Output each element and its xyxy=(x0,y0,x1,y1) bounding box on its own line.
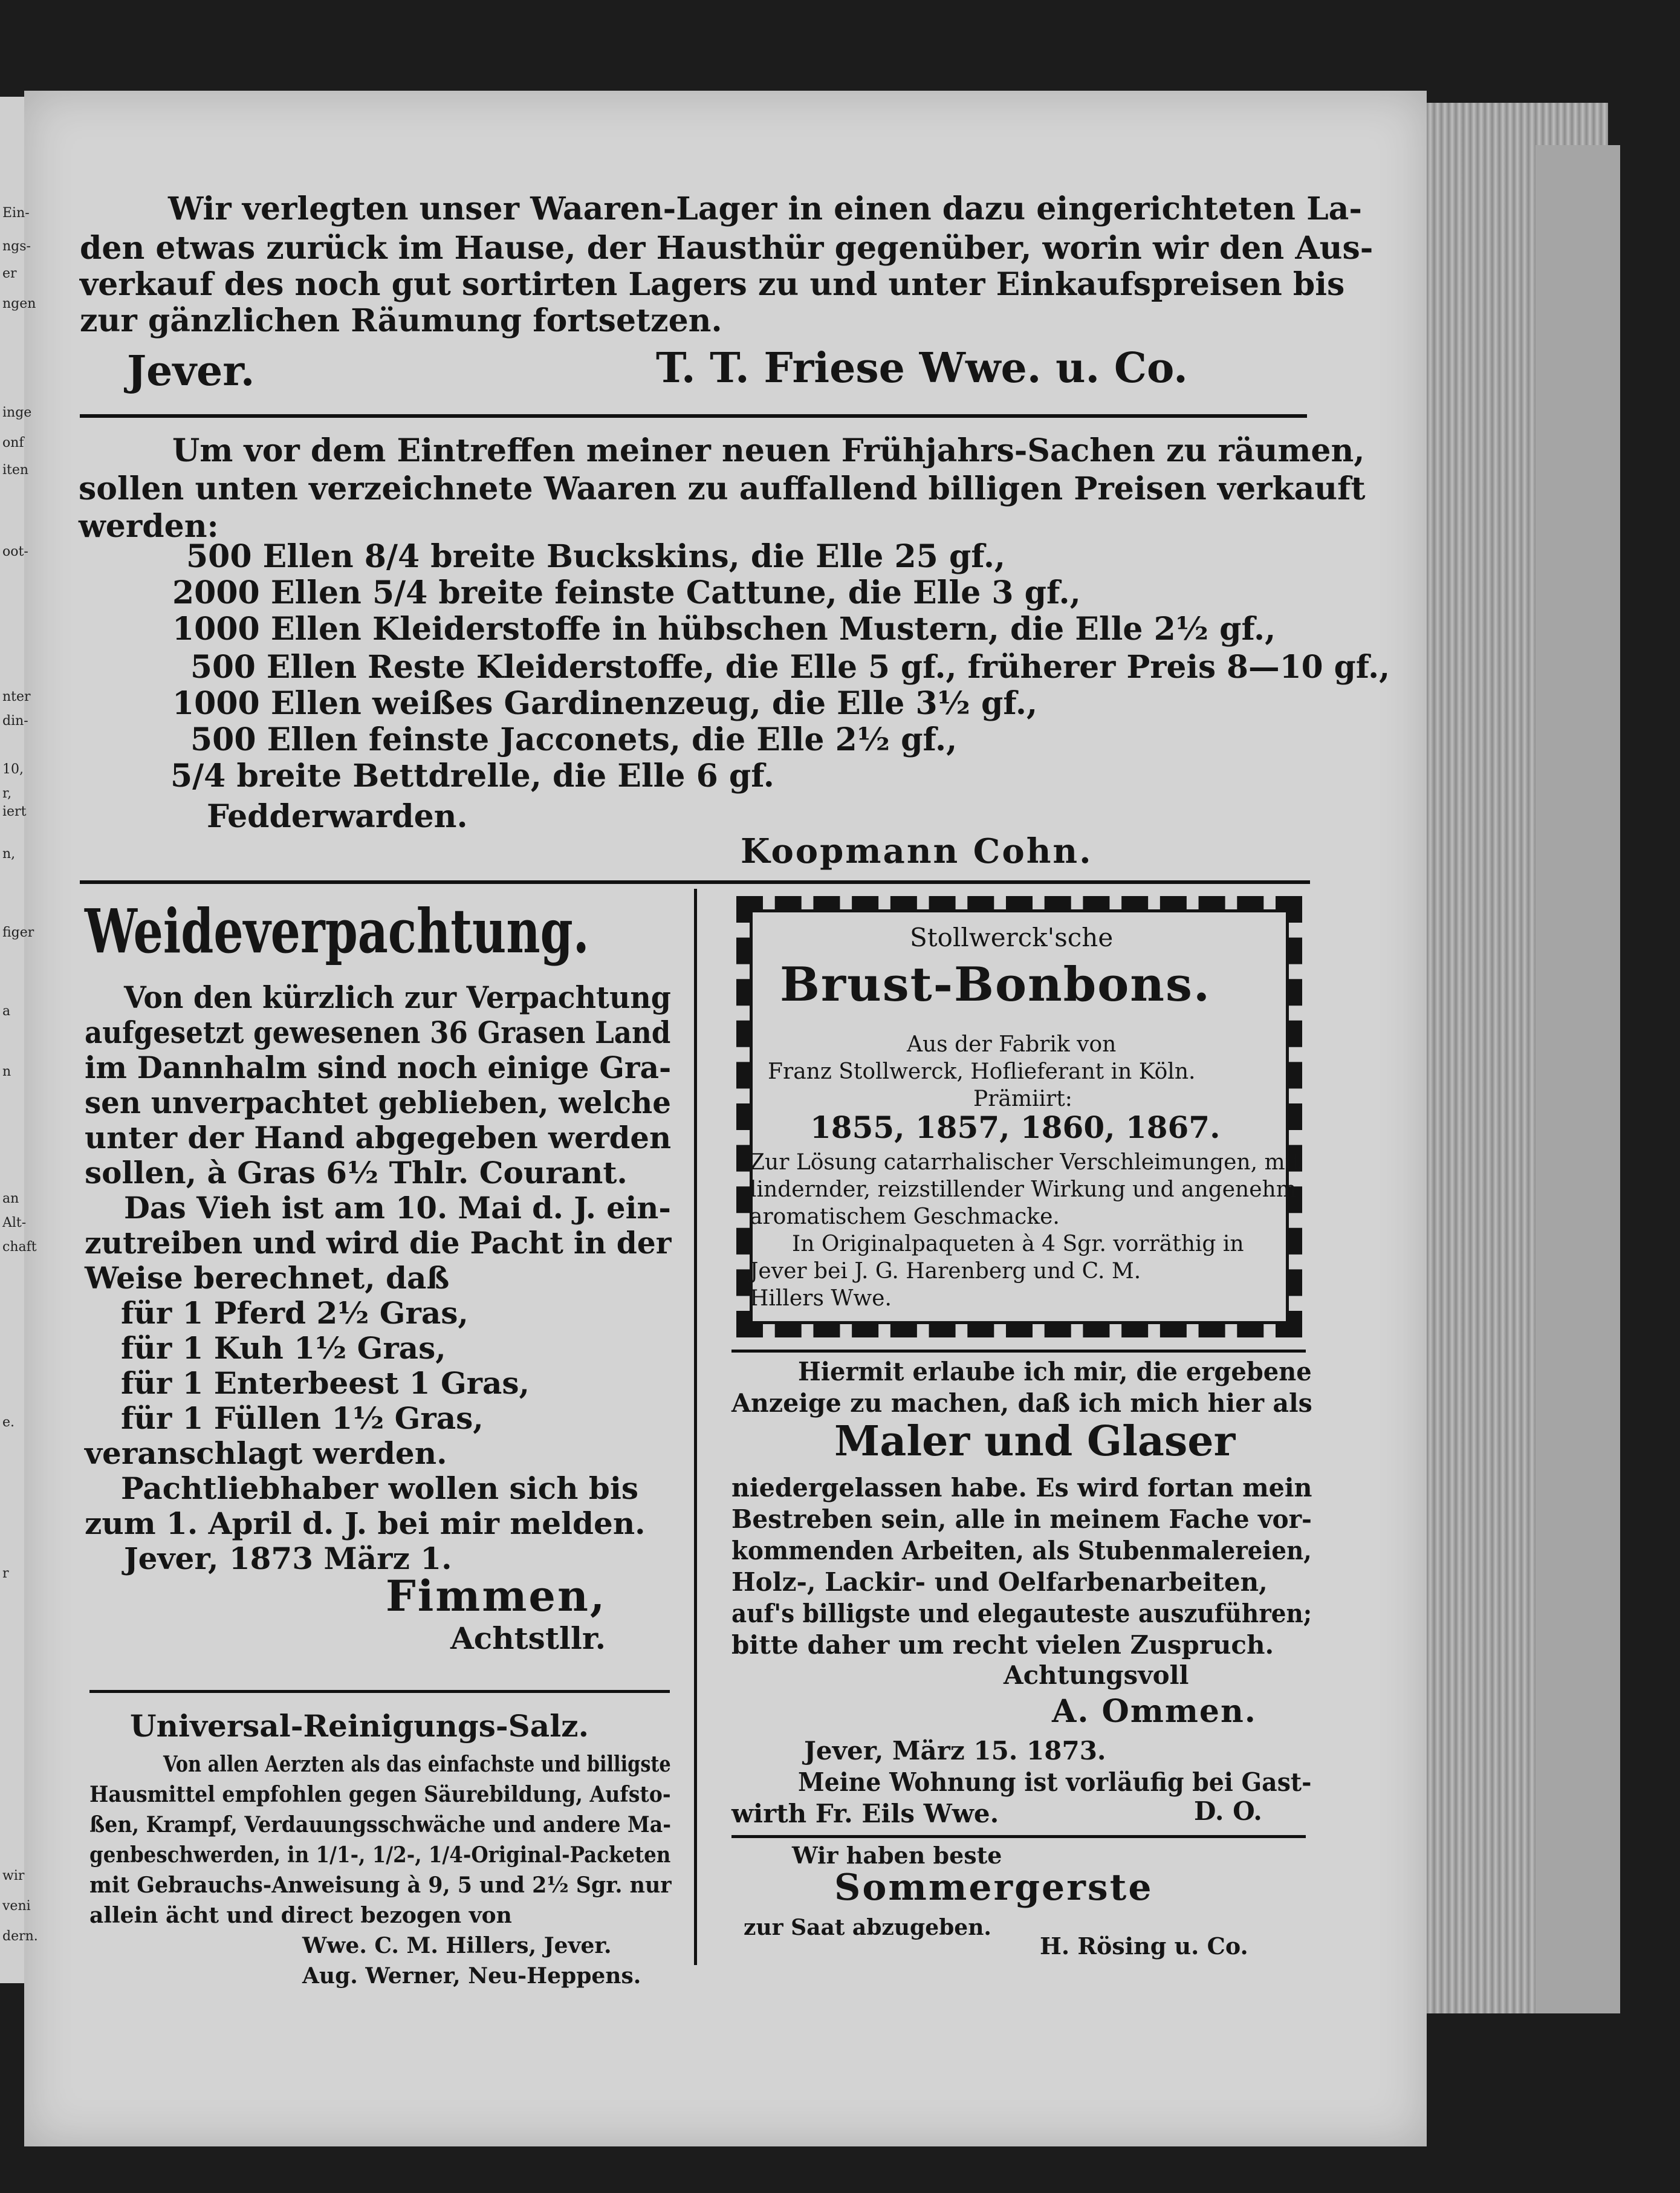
margin-text: veni xyxy=(2,1899,31,1914)
ad-text-line: kommenden Arbeiten, als Stubenmalereien, xyxy=(731,1536,1312,1565)
price-item: 2000 Ellen 5/4 breite feinste Cattune, die Elle 3 gf., xyxy=(172,574,1081,611)
ad-text-line: aufgesetzt gewesenen 36 Grasen Land xyxy=(85,1015,671,1050)
ad-text-line: Anzeige zu machen, daß ich mich hier als xyxy=(731,1388,1312,1418)
ad-signature: H. Rösing u. Co. xyxy=(1040,1932,1248,1960)
ad-text-line: zur gänzlichen Räumung fortsetzen. xyxy=(80,302,722,339)
ad-text-line: sollen, à Gras 6½ Thlr. Courant. xyxy=(85,1155,628,1191)
ad-text-line: den etwas zurück im Hause, der Hausthür gegenüber, worin wir den Aus- xyxy=(80,230,1374,267)
margin-text: iert xyxy=(2,804,27,819)
margin-text: an xyxy=(2,1191,19,1206)
ad-text-line: lindernder, reizstillender Wirkung und angenehm xyxy=(750,1177,1297,1202)
ad-text-line: für 1 Pferd 2½ Gras, xyxy=(121,1295,469,1331)
margin-text: n, xyxy=(2,846,16,862)
ad-text-line: sollen unten verzeichnete Waaren zu auffallend billigen Preisen verkauft xyxy=(79,470,1366,507)
margin-text: nter xyxy=(2,689,31,704)
ad-title: Universal-Reinigungs-Salz. xyxy=(130,1708,589,1744)
ad-text-line: wirth Fr. Eils Wwe. xyxy=(731,1799,999,1828)
ad-signature: Koopmann Cohn. xyxy=(741,831,1093,871)
ad-text-line: allein ächt und direct bezogen von xyxy=(89,1903,512,1928)
ad-text-line: Hillers Wwe. xyxy=(750,1286,892,1311)
margin-text: figer xyxy=(2,925,34,940)
ad-text-line: Von den kürzlich zur Verpachtung xyxy=(124,980,671,1015)
ad-heading: Maler und Glaser xyxy=(834,1417,1236,1466)
ad-text-line: werden: xyxy=(79,508,219,545)
ad-text-line: im Dannhalm sind noch einige Gra- xyxy=(85,1050,672,1085)
margin-text: chaft xyxy=(2,1239,37,1255)
margin-text: r, xyxy=(2,786,12,801)
ad-text-line: verkauf des noch gut sortirten Lagers zu und unter Einkaufspreisen bis xyxy=(80,266,1345,303)
margin-text: e. xyxy=(2,1415,15,1430)
price-item: 500 Ellen 8/4 breite Buckskins, die Elle 25 gf., xyxy=(186,538,1006,575)
ad-text-line: auf's billigste und elegauteste auszuführen; xyxy=(731,1599,1312,1628)
ad-text-line: Zur Lösung catarrhalischer Verschleimungen, mit xyxy=(750,1150,1301,1175)
ad-text-line: Holz-, Lackir- und Oelfarbenarbeiten, xyxy=(731,1567,1268,1597)
ad-text-line: für 1 Enterbeest 1 Gras, xyxy=(121,1365,530,1401)
price-item: 1000 Ellen Kleiderstoffe in hübschen Mustern, die Elle 2½ gf., xyxy=(172,611,1276,648)
divider xyxy=(731,1835,1306,1838)
ad-signature: T. T. Friese Wwe. u. Co. xyxy=(656,344,1188,392)
ad-text-line: bitte daher um recht vielen Zuspruch. xyxy=(731,1630,1274,1660)
ad-text-line: sen unverpachtet geblieben, welche xyxy=(85,1085,671,1120)
ad-text-line: niedergelassen habe. Es wird fortan mein xyxy=(731,1473,1312,1503)
price-item: 1000 Ellen weißes Gardinenzeug, die Elle 3½ gf., xyxy=(172,685,1038,722)
column-divider xyxy=(694,889,697,1965)
margin-text: Alt- xyxy=(2,1215,27,1230)
ad-years: 1855, 1857, 1860, 1867. xyxy=(810,1109,1221,1145)
ad-text-line: unter der Hand abgegeben werden xyxy=(85,1120,672,1155)
divider xyxy=(80,880,1310,884)
ad-text-line: zur Saat abzugeben. xyxy=(744,1915,991,1940)
divider xyxy=(731,1350,1306,1353)
ad-text-line: Weise berechnet, daß xyxy=(85,1260,450,1296)
ad-title: Sommergerste xyxy=(834,1866,1153,1909)
ad-closing: Achtungsvoll xyxy=(1004,1660,1189,1690)
ad-text-line: Um vor dem Eintreffen meiner neuen Frühjahrs-Sachen zu räumen, xyxy=(172,432,1365,469)
ad-place: Jever. xyxy=(127,347,255,395)
ad-text-line: Pachtliebhaber wollen sich bis xyxy=(121,1470,638,1506)
adjacent-page-strip xyxy=(0,97,27,1983)
ad-text-line: In Originalpaqueten à 4 Sgr. vorräthig in xyxy=(792,1232,1244,1256)
ad-text-line: zum 1. April d. J. bei mir melden. xyxy=(85,1506,646,1541)
divider xyxy=(89,1690,670,1693)
seller-line: Aug. Werner, Neu-Heppens. xyxy=(302,1963,641,1989)
ad-text-line: Aus der Fabrik von xyxy=(907,1032,1117,1057)
margin-text: ngen xyxy=(2,296,36,311)
margin-text: inge xyxy=(2,405,32,420)
margin-text: iten xyxy=(2,463,29,478)
ad-text-line: genbeschwerden, in 1/1-, 1/2-, 1/4-Original-Packeten xyxy=(89,1842,671,1868)
ad-text-line: Jever, 1873 März 1. xyxy=(124,1541,452,1576)
ad-text-line: mit Gebrauchs-Anweisung à 9, 5 und 2½ Sgr. nur xyxy=(89,1873,672,1898)
margin-text: onf xyxy=(2,435,24,450)
ad-title: Brust-Bonbons. xyxy=(780,957,1211,1012)
price-item: 500 Ellen Reste Kleiderstoffe, die Elle 5 gf., früherer Preis 8—10 gf., xyxy=(190,649,1390,686)
margin-text: oot- xyxy=(2,544,28,559)
price-item: 500 Ellen feinste Jacconets, die Elle 2½ gf., xyxy=(190,721,958,758)
ad-text-line: Bestreben sein, alle in meinem Fache vor- xyxy=(731,1504,1312,1534)
ad-date: Jever, März 15. 1873. xyxy=(804,1736,1106,1766)
price-item: 5/4 breite Bettdrelle, die Elle 6 gf. xyxy=(170,758,774,794)
ad-text-line: ßen, Krampf, Verdauungsschwäche und andere Ma- xyxy=(89,1812,672,1837)
ad-signature: Fimmen, xyxy=(386,1571,607,1621)
ad-text-line: Das Vieh ist am 10. Mai d. J. ein- xyxy=(124,1190,671,1226)
margin-text: dern. xyxy=(2,1929,38,1944)
ad-text-line: Wir haben beste xyxy=(792,1842,1002,1869)
margin-text: 10, xyxy=(2,762,24,777)
margin-text: wir xyxy=(2,1868,25,1883)
margin-text: n xyxy=(2,1064,11,1079)
ad-text-line: Wir verlegten unser Waaren-Lager in einen dazu eingerichteten La- xyxy=(168,190,1362,227)
divider xyxy=(80,414,1307,418)
ad-text-line: veranschlagt werden. xyxy=(85,1435,447,1471)
margin-text: din- xyxy=(2,713,28,729)
seller-line: Wwe. C. M. Hillers, Jever. xyxy=(302,1933,612,1958)
ad-signature: A. Ommen. xyxy=(1052,1693,1257,1730)
book-cover-edge xyxy=(1536,145,1620,2013)
ad-text-line: Von allen Aerzten als das einfachste und billigste xyxy=(163,1752,671,1777)
ad-text-line: Franz Stollwerck, Hoflieferant in Köln. xyxy=(768,1059,1196,1084)
ad-text-line: Hausmittel empfohlen gegen Säurebildung, Aufsto- xyxy=(89,1782,671,1807)
margin-text: a xyxy=(2,1004,11,1019)
ad-brand: Stollwerck'sche xyxy=(910,923,1114,952)
ad-title: Weideverpachtung. xyxy=(85,895,589,967)
ad-text-line: zutreiben und wird die Pacht in der xyxy=(85,1225,672,1261)
ad-text-line: Hiermit erlaube ich mir, die ergebene xyxy=(798,1357,1312,1386)
ad-initials: D. O. xyxy=(1194,1796,1262,1826)
margin-text: Ein- xyxy=(2,206,30,221)
ad-text-line: für 1 Kuh 1½ Gras, xyxy=(121,1330,446,1366)
margin-text: er xyxy=(2,266,17,281)
ad-signature-title: Achtstllr. xyxy=(450,1620,606,1656)
ad-text-line: Prämiirt: xyxy=(973,1087,1072,1111)
ad-place: Fedderwarden. xyxy=(207,798,468,835)
ad-text-line: aromatischem Geschmacke. xyxy=(750,1204,1060,1229)
ad-text-line: für 1 Füllen 1½ Gras, xyxy=(121,1400,484,1436)
margin-text: ngs- xyxy=(2,239,31,254)
ad-text-line: Meine Wohnung ist vorläufig bei Gast- xyxy=(798,1767,1312,1797)
ad-text-line: Jever bei J. G. Harenberg und C. M. xyxy=(750,1259,1141,1284)
margin-text: r xyxy=(2,1566,9,1581)
